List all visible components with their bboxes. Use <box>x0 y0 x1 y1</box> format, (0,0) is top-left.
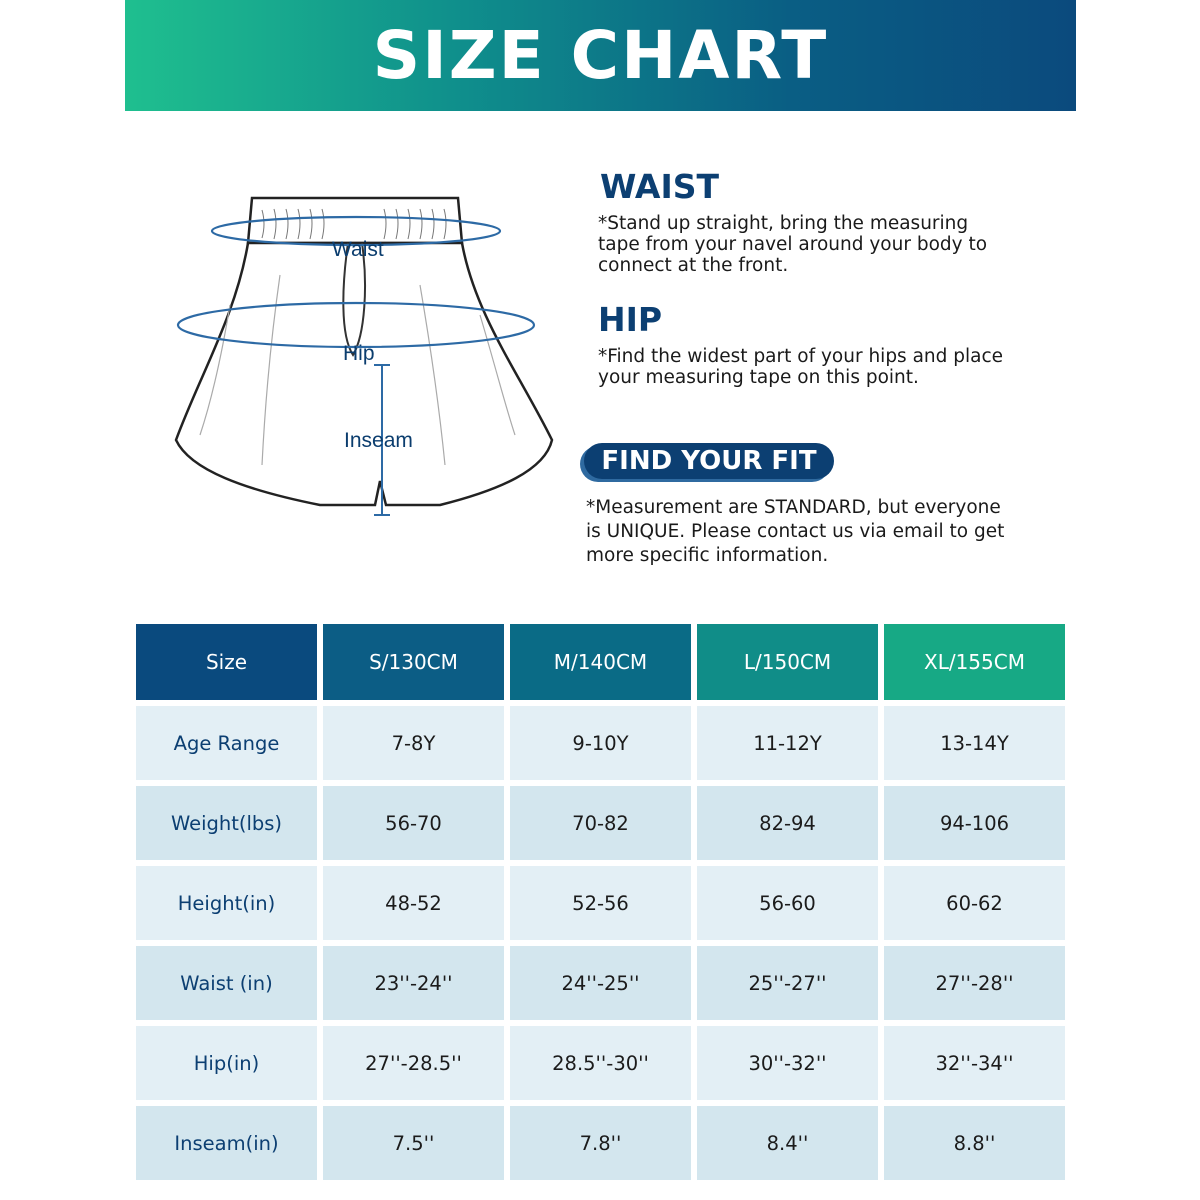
table-row <box>136 786 1065 860</box>
title-banner <box>125 0 1076 111</box>
table-cell: 52-56 <box>510 866 691 940</box>
table-cell: 25''-27'' <box>697 946 878 1020</box>
table-cell: 7.8'' <box>510 1106 691 1180</box>
table-cell: 32''-34'' <box>884 1026 1065 1100</box>
table-row <box>136 706 1065 780</box>
fit-note: *Measurement are STANDARD, but everyone is UNIQUE. Please contact us via email to get more specific information. <box>586 497 1005 566</box>
table-header-row <box>136 624 1065 700</box>
table-cell: 56-60 <box>697 866 878 940</box>
header-xl: XL/155CM <box>884 624 1065 700</box>
table-cell: 8.4'' <box>697 1106 878 1180</box>
table-cell: 27''-28'' <box>884 946 1065 1020</box>
header-s: S/130CM <box>323 624 504 700</box>
table-cell: 13-14Y <box>884 706 1065 780</box>
table-cell: 94-106 <box>884 786 1065 860</box>
table-cell: 8.8'' <box>884 1106 1065 1180</box>
table-cell: 11-12Y <box>697 706 878 780</box>
table-cell: 56-70 <box>323 786 504 860</box>
table-row <box>136 1026 1065 1100</box>
hip-label: Hip <box>343 342 375 365</box>
table-cell: 24''-25'' <box>510 946 691 1020</box>
hip-heading: HIP <box>598 300 663 339</box>
row-label: Age Range <box>136 706 317 780</box>
table-cell: 27''-28.5'' <box>323 1026 504 1100</box>
table-cell: 28.5''-30'' <box>510 1026 691 1100</box>
table-cell: 82-94 <box>697 786 878 860</box>
table-cell: 70-82 <box>510 786 691 860</box>
row-label: Hip(in) <box>136 1026 317 1100</box>
waist-heading: WAIST <box>600 167 720 206</box>
table-cell: 23''-24'' <box>323 946 504 1020</box>
shorts-diagram <box>170 185 550 535</box>
row-label: Weight(lbs) <box>136 786 317 860</box>
row-label: Height(in) <box>136 866 317 940</box>
waistband-shape <box>248 198 462 243</box>
waist-instructions: *Stand up straight, bring the measuring tape from your navel around your body to connect at the front. <box>598 213 988 276</box>
waist-label: Waist <box>332 238 384 261</box>
table-cell: 9-10Y <box>510 706 691 780</box>
header-m: M/140CM <box>510 624 691 700</box>
header-size: Size <box>136 624 317 700</box>
shorts-illustration <box>170 185 550 535</box>
table-row <box>136 946 1065 1020</box>
table-cell: 48-52 <box>323 866 504 940</box>
row-label: Inseam(in) <box>136 1106 317 1180</box>
row-label: Waist (in) <box>136 946 317 1020</box>
table-cell: 7.5'' <box>323 1106 504 1180</box>
header-l: L/150CM <box>697 624 878 700</box>
page-title: SIZE CHART <box>372 17 829 94</box>
table-cell: 60-62 <box>884 866 1065 940</box>
hip-instructions: *Find the widest part of your hips and place your measuring tape on this point. <box>598 346 1004 388</box>
size-table <box>130 618 1071 1186</box>
inseam-label: Inseam <box>344 429 413 452</box>
table-cell: 30''-32'' <box>697 1026 878 1100</box>
table-row <box>136 1106 1065 1180</box>
shorts-outline <box>176 243 552 505</box>
table-cell: 7-8Y <box>323 706 504 780</box>
find-your-fit-badge: FIND YOUR FIT <box>584 443 834 479</box>
table-row <box>136 866 1065 940</box>
